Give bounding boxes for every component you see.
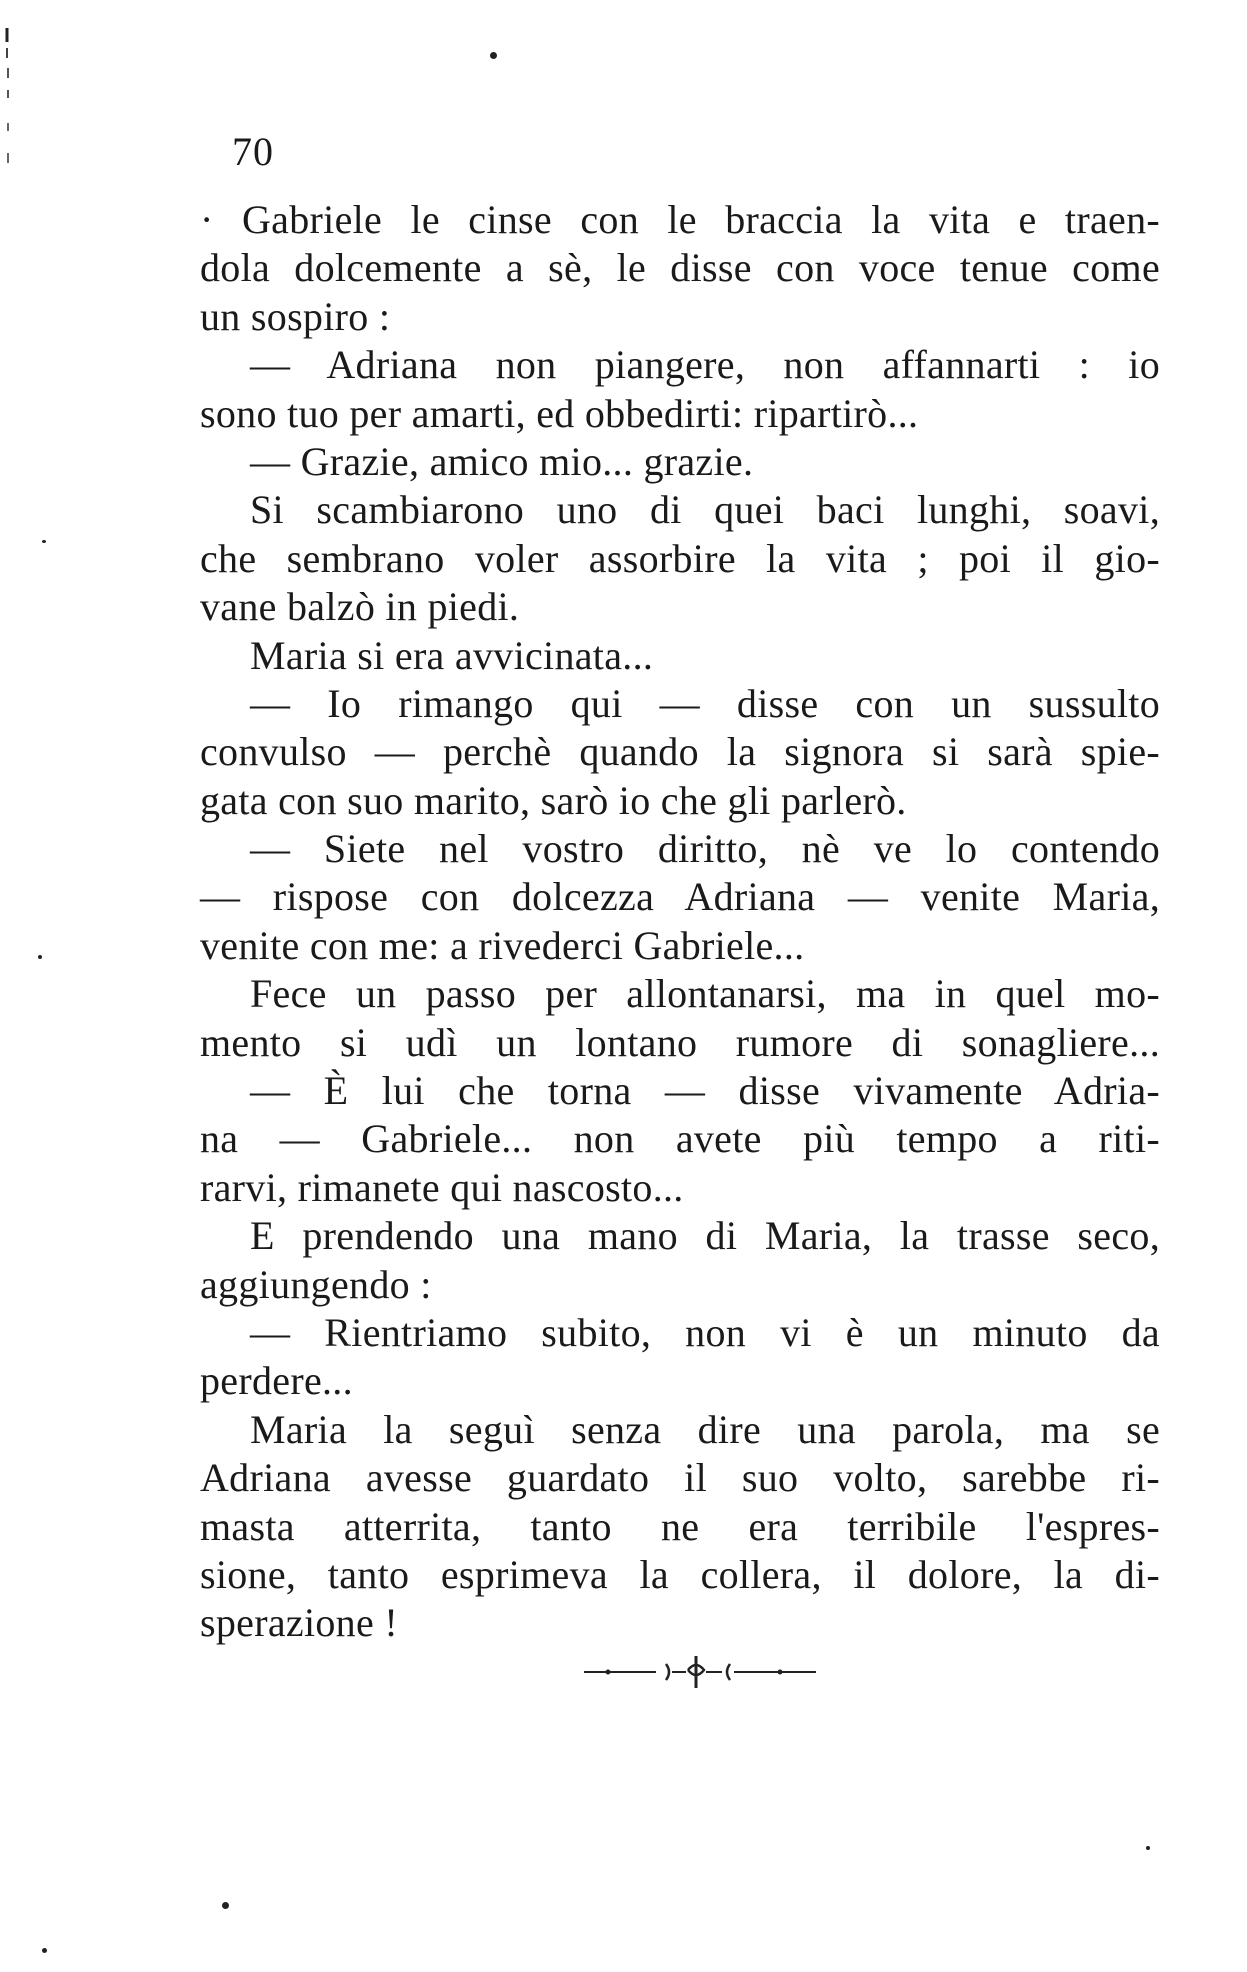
ink-speck xyxy=(1146,1846,1150,1850)
text-line: — È lui che torna — disse vivamente Adria- xyxy=(250,1068,1160,1114)
ink-speck xyxy=(222,1902,229,1909)
text-line: perdere... xyxy=(200,1358,353,1404)
text-line: na — Gabriele... non avete più tempo a riti- xyxy=(200,1116,1160,1162)
text-line: gata con suo marito, sarò io che gli parlerò. xyxy=(200,777,907,823)
text-line: · Gabriele le cinse con le braccia la vita e traen- xyxy=(200,197,1160,242)
text-line: vane balzò in piedi. xyxy=(200,584,520,630)
text-line: — Rientriamo subito, non vi è un minuto da xyxy=(250,1309,1160,1355)
text-line: — Io rimango qui — disse con un sussulto xyxy=(250,680,1160,726)
text-line: — rispose con dolcezza Adriana — venite Maria, xyxy=(200,874,1160,920)
ink-speck xyxy=(490,52,497,59)
text-line: dola dolcemente a sè, le disse con voce tenue come xyxy=(200,245,1160,291)
text-line: — Siete nel vostro diritto, nè ve lo contendo xyxy=(250,826,1160,872)
body-text xyxy=(200,196,1160,1648)
text-line: E prendendo una mano di Maria, la trasse seco, xyxy=(250,1213,1160,1259)
text-line: mento si udì un lontano rumore di sonagliere... xyxy=(200,1019,1160,1065)
text-line: venite con me: a rivederci Gabriele... xyxy=(200,922,805,968)
text-line: — Grazie, amico mio... grazie. xyxy=(250,438,754,484)
text-line: Fece un passo per allontanarsi, ma in quel mo- xyxy=(250,971,1160,1017)
page-number: 70 xyxy=(232,129,274,174)
text-line: convulso — perchè quando la signora si sarà spie- xyxy=(200,729,1160,775)
text-line: sperazione ! xyxy=(200,1600,398,1646)
text-line: masta atterrita, tanto ne era terribile l'espres- xyxy=(200,1503,1160,1549)
margin-edge-marks xyxy=(4,28,14,168)
text-line: Maria si era avvicinata... xyxy=(250,632,654,678)
text-line: Si scambiarono uno di quei baci lunghi, soavi, xyxy=(250,487,1160,533)
text-line: Adriana avesse guardato il suo volto, sarebbe ri- xyxy=(200,1455,1160,1501)
ink-speck xyxy=(38,955,42,959)
ink-speck xyxy=(42,1948,47,1953)
text-line: che sembrano voler assorbire la vita ; poi il gio- xyxy=(200,535,1160,581)
end-of-chapter-ornament xyxy=(582,1652,822,1692)
text-line: sono tuo per amarti, ed obbedirti: ripartirò... xyxy=(200,390,919,436)
text-line: — Adriana non piangere, non affannarti : io xyxy=(250,342,1160,388)
text-line: Maria la seguì senza dire una parola, ma se xyxy=(250,1406,1160,1452)
text-line: un sospiro : xyxy=(200,293,391,339)
ink-speck xyxy=(42,540,46,543)
text-line: aggiungendo : xyxy=(200,1261,432,1307)
text-line: rarvi, rimanete qui nascosto... xyxy=(200,1164,684,1210)
text-line: sione, tanto esprimeva la collera, il dolore, la di- xyxy=(200,1551,1160,1597)
